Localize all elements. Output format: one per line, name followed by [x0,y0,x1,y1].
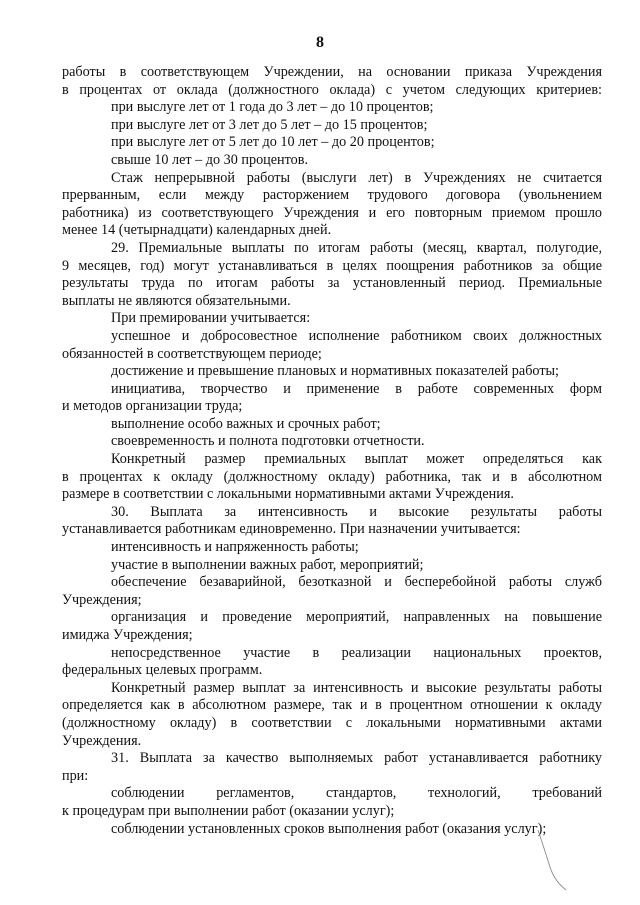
text-line: своевременность и полнота подготовки отчетности. [111,433,425,450]
text-line: в процентах от оклада (должностного оклада) с учетом следующих критериев: [62,81,602,98]
text-line: в процентах к окладу (должностному окладу) работника, так и в абсолютном [62,468,602,485]
text-line: федеральных целевых программ. [62,662,263,679]
text-line: к процедурам при выполнении работ (оказании услуг); [62,802,395,819]
text-line: свыше 10 лет – до 30 процентов. [111,151,309,168]
text-line: участие в выполнении важных работ, мероприятий; [111,556,424,573]
text-line: обязанностей в соответствующем периоде; [62,345,322,362]
text-line: успешное и добросовестное исполнение работником своих должностных [111,327,602,344]
text-line: прерванным, если между расторжением трудового договора (увольнением [62,187,602,204]
text-line: непосредственное участие в реализации национальных проектов, [111,644,602,661]
page-number: 8 [316,34,324,51]
pen-mark [536,828,570,892]
text-line: при выслуге лет от 5 лет до 10 лет – до 20 процентов; [111,134,435,151]
text-line: 29. Премиальные выплаты по итогам работы (месяц, квартал, полугодие, [111,239,602,256]
text-line: менее 14 (четырнадцати) календарных дней. [62,222,332,239]
body-text [62,64,602,838]
text-line: При премировании учитывается: [111,310,311,327]
text-line: Конкретный размер премиальных выплат может определяться как [111,451,602,468]
text-line: Учреждения; [62,591,142,608]
text-line: при выслуге лет от 3 лет до 5 лет – до 15 процентов; [111,116,428,133]
text-line: соблюдении установленных сроков выполнения работ (оказания услуг); [111,820,547,837]
text-line: определяется как в абсолютном размере, так и в процентном отношении к окладу [62,697,602,714]
text-line: Учреждения. [62,732,142,749]
text-line: устанавливается работникам единовременно. При назначении учитывается: [62,521,521,538]
text-line: выплаты не являются обязательными. [62,292,291,309]
text-line: при выслуге лет от 1 года до 3 лет – до 10 процентов; [111,99,434,116]
text-line: Стаж непрерывной работы (выслуги лет) в Учреждениях не считается [111,169,602,186]
text-line: достижение и превышение плановых и нормативных показателей работы; [111,363,559,380]
text-line: 31. Выплата за качество выполняемых работ устанавливается работнику [111,750,602,767]
text-line: при: [62,767,89,784]
text-line: работы в соответствующем Учреждении, на основании приказа Учреждения [62,64,602,80]
text-line: размере в соответствии с локальными нормативными актами Учреждения. [62,486,514,503]
text-line: Конкретный размер выплат за интенсивность и высокие результаты работы [111,679,602,696]
text-line: обеспечение безаварийной, безотказной и бесперебойной работы служб [111,574,602,591]
text-line: организация и проведение мероприятий, направленных на повышение [111,609,602,626]
text-line: имиджа Учреждения; [62,627,193,643]
text-line: соблюдении регламентов, стандартов, технологий, требований [111,785,602,802]
text-line: 30. Выплата за интенсивность и высокие результаты работы [111,503,602,520]
text-line: инициатива, творчество и применение в работе современных форм [111,380,602,397]
text-line: выполнение особо важных и срочных работ; [111,415,381,432]
text-line: работника) из соответствующего Учреждения и его повторным приемом прошло [62,204,602,221]
text-line: результаты труда по итогам работы за установленный период. Премиальные [62,275,602,292]
text-line: 9 месяцев, год) могут устанавливаться в целях поощрения работников за общие [62,257,602,274]
text-line: и методов организации труда; [62,398,243,415]
text-line: (должностному окладу) в соответствии с локальными нормативными актами [62,714,602,731]
text-line: интенсивность и напряженность работы; [111,539,359,556]
